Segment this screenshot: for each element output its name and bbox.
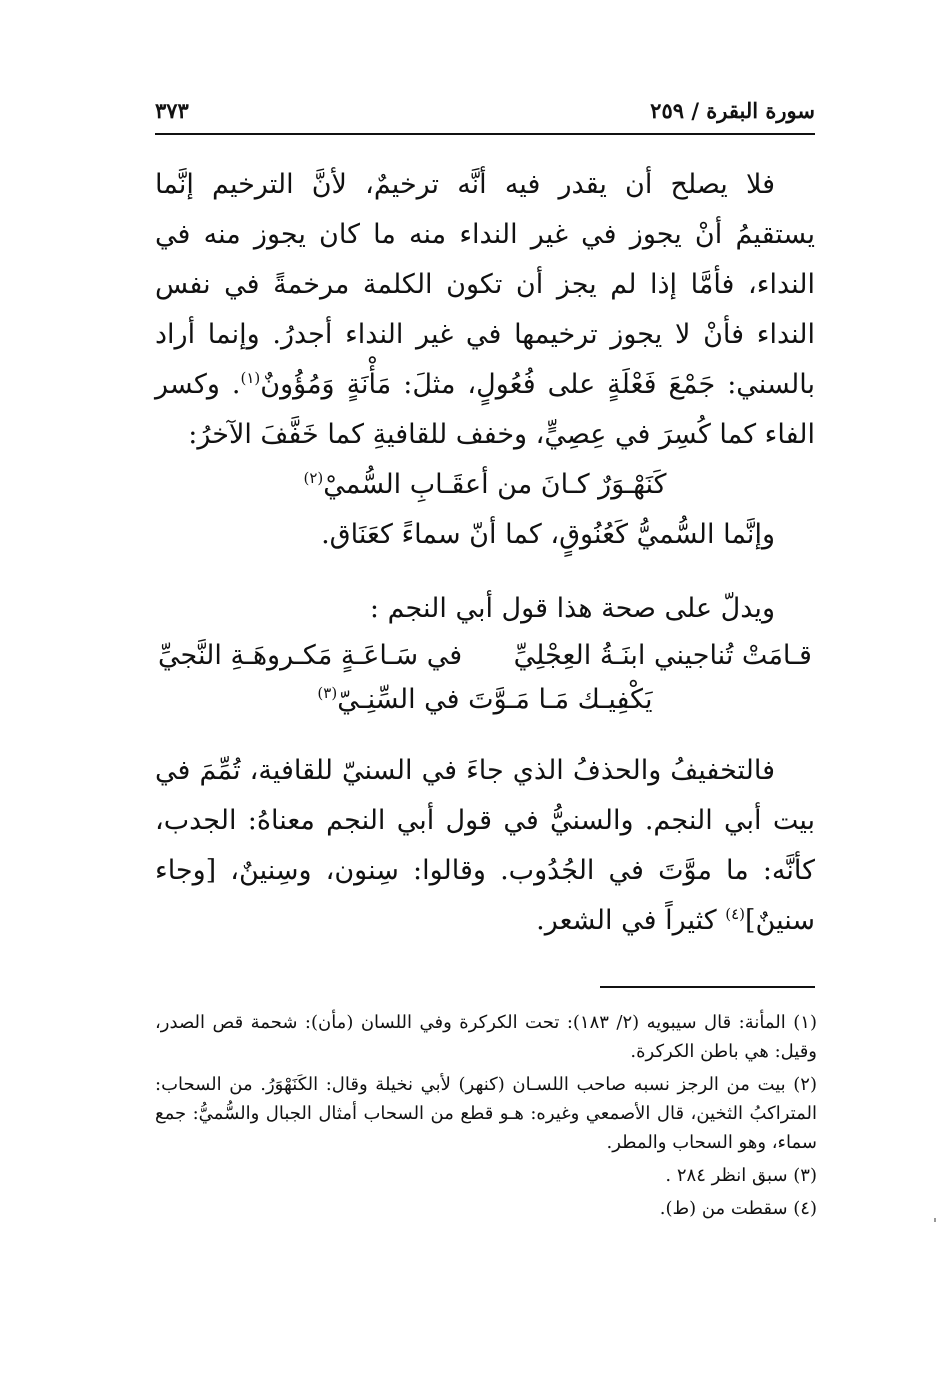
- paragraph-text: فلا يصلح أن يقدر فيه أنَّه ترخيمٌ، لأنَّ الترخيم إنَّما يستقيمُ أنْ يجوز في غير النداء منه ما كان يجوز منه في النداء، فأمَّا إذا لم يجز أن تكون الكلمة مرخمةً في نفس النداء فأنْ لا يجوز ترخيمها في غير النداء أجدرُ. وإنما أراد بالسني: جَمْعَ فَعْلَةٍ على فُعُولٍ، مثلَ: مَأْنَةٍ وَمُؤُونٌ: [155, 169, 816, 400]
- verse-line: [155, 678, 815, 722]
- footnote-ref: (٤): [725, 905, 745, 923]
- verse-hemistich: قـامَتْ تُناجيني ابنَـةُ العِجْلِيِّ: [513, 640, 812, 671]
- verse-hemistich: في سَـاعَـةٍ مَكـروهَـةِ النَّجيِّ: [158, 640, 463, 671]
- paragraph: ويدلّ على صحة هذا قول أبي النجم :: [369, 593, 775, 624]
- paragraph: وإنَّما السُّميُّ كَعُنُوقٍ، كما أنّ سماءً كعَنَاق.: [321, 519, 775, 550]
- surah-title: سورة البقرة / ٢٥٩: [650, 98, 815, 123]
- paragraph: [155, 746, 815, 946]
- footnotes: [155, 1008, 817, 1227]
- footnote-ref: (٢): [303, 469, 324, 487]
- running-header: [155, 92, 815, 132]
- footnote-ref: (٣): [317, 684, 338, 702]
- paragraph-text: . وكسر الفاء كما كُسِرَ في عِصِيٍّ، وخفف للقافيةِ كما خَفَّفَ الآخرُ:: [155, 369, 815, 450]
- header-divider: [155, 133, 815, 135]
- footnote-divider: [600, 986, 815, 988]
- footnote: (١) المأنة: قال سيبويه (٢/ ١٨٣): تحت الكركرة وفي اللسان (مأن): شحمة قص الصدر، وقيل: هي باطن الكركرة.: [155, 1012, 817, 1062]
- main-text: [155, 160, 815, 946]
- verse-text: كَنَهْـوَرٌ كـانَ من أعقَـابِ السُّميْ: [323, 469, 667, 500]
- footnote: (٤) سقطت من (ط).: [659, 1198, 817, 1219]
- verse-hemistich: يَكْفِيـك مَـا مَـوَّتَ في السِّنِـيّ: [337, 684, 653, 715]
- paragraph-text: فالتخفيفُ والحذفُ الذي جاءَ في السنيّ للقافية، تُمِّمَ في بيت أبي النجم. والسنيُّ في قول أبي النجم معناهُ: الجدب، كأنَّه: ما موَّتَ في الجُدُوب. وقالوا: سِنون، وسِنينٌ، [وجاء سنينٌ]: [155, 755, 815, 936]
- footnote: (٣) سبق انظر ٢٨٤ .: [665, 1165, 817, 1186]
- scan-mark: [934, 1218, 936, 1222]
- verse: [155, 460, 815, 510]
- footnote-ref: (١): [240, 369, 261, 387]
- page-number: ٣٧٣: [155, 98, 189, 123]
- verse-line: [155, 634, 815, 678]
- paragraph: [155, 160, 815, 460]
- paragraph-text: كثيراً في الشعر.: [536, 905, 726, 936]
- verse: [155, 634, 815, 722]
- footnote: (٢) بيت من الرجز نسبه صاحب اللسـان (كنهر) لأبي نخيلة وقال: الكَنَهْوَرُ. من السحاب: المتراكبُ الثخين، قال الأصمعي وغيره: هـو قطع من السحاب أمثال الجبال والسُّميُّ: جمع سماء، وهو السحاب والمطر.: [155, 1074, 817, 1153]
- verse-line: [155, 460, 815, 510]
